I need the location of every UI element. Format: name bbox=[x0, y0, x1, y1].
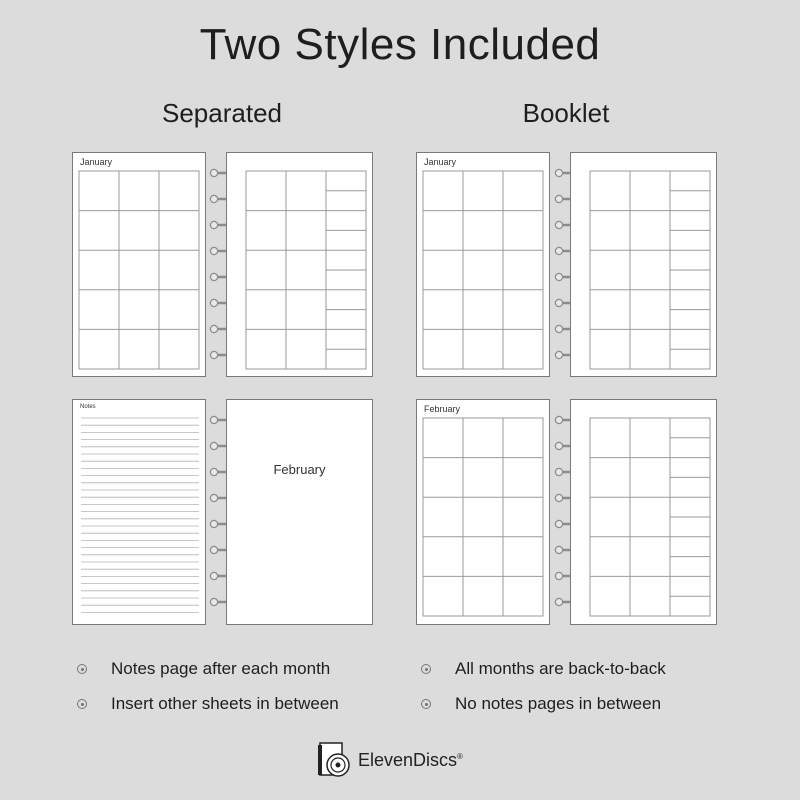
month-calendar-grid bbox=[417, 153, 551, 378]
ring-left bbox=[210, 273, 217, 280]
grid-border bbox=[79, 171, 199, 369]
booklet-february-right-page bbox=[570, 399, 717, 625]
bullet-text: Notes page after each month bbox=[111, 659, 331, 678]
separated-february-cover-page bbox=[226, 399, 373, 625]
ring-left bbox=[555, 195, 562, 202]
ring-left bbox=[555, 221, 562, 228]
ring-left bbox=[555, 169, 562, 176]
ring-left bbox=[555, 325, 562, 332]
ring-left bbox=[555, 299, 562, 306]
ring-left bbox=[555, 598, 562, 605]
booklet-january-right-page bbox=[570, 152, 717, 377]
ring-left bbox=[555, 273, 562, 280]
separated-january-right-page bbox=[226, 152, 373, 377]
disc-binder-logo-icon bbox=[318, 742, 352, 778]
page-month-label: January bbox=[80, 157, 113, 167]
february-title: February bbox=[273, 462, 326, 477]
month-calendar-grid-with-notes bbox=[571, 153, 718, 378]
month-calendar-grid-with-notes bbox=[227, 153, 374, 378]
registered-mark: ® bbox=[457, 751, 463, 761]
booklet-bullet-1 bbox=[421, 659, 666, 679]
ring-left bbox=[210, 572, 217, 579]
separated-january-left-page bbox=[72, 152, 206, 377]
ring-left bbox=[555, 494, 562, 501]
separated-bullet-2 bbox=[77, 694, 339, 714]
ring-left bbox=[555, 468, 562, 475]
ring-left bbox=[555, 546, 562, 553]
ring-left bbox=[210, 598, 217, 605]
separated-bullet-1 bbox=[77, 659, 330, 679]
ring-left bbox=[210, 195, 217, 202]
eleven-discs-logo bbox=[318, 742, 463, 778]
ring-left bbox=[210, 169, 217, 176]
booklet-february-left-page bbox=[416, 399, 550, 625]
month-calendar-grid bbox=[417, 400, 551, 626]
separated-heading: Separated bbox=[162, 98, 282, 128]
ring-left bbox=[210, 416, 217, 423]
ring-left bbox=[210, 247, 217, 254]
logo-text-secondary: Discs bbox=[413, 749, 458, 770]
bullet-text: Insert other sheets in between bbox=[111, 694, 339, 713]
ring-left bbox=[210, 494, 217, 501]
ring-left bbox=[210, 299, 217, 306]
month-calendar-grid bbox=[73, 153, 207, 378]
ring-left bbox=[210, 546, 217, 553]
ring-left bbox=[555, 416, 562, 423]
grid-border bbox=[423, 418, 543, 616]
bullet-text: All months are back-to-back bbox=[455, 659, 666, 678]
ring-left bbox=[555, 442, 562, 449]
ring-left bbox=[210, 520, 217, 527]
page-month-label: February bbox=[424, 404, 461, 414]
ring-left bbox=[210, 468, 217, 475]
notes-ruled-lines bbox=[73, 400, 207, 626]
ring-left bbox=[555, 351, 562, 358]
booklet-january-left-page bbox=[416, 152, 550, 377]
separated-notes-page bbox=[72, 399, 206, 625]
bullet-text: No notes pages in between bbox=[455, 694, 662, 713]
ring-left bbox=[555, 520, 562, 527]
grid-border bbox=[423, 171, 543, 369]
circle-bullet-icon bbox=[77, 664, 87, 674]
booklet-heading: Booklet bbox=[522, 98, 610, 128]
ring-left bbox=[210, 221, 217, 228]
logo-text-main: Eleven bbox=[358, 749, 414, 770]
ring-left bbox=[210, 351, 217, 358]
booklet-bullet-2 bbox=[421, 694, 661, 714]
ring-left bbox=[555, 572, 562, 579]
page-title: Two Styles Included bbox=[199, 20, 601, 69]
ring-left bbox=[210, 325, 217, 332]
circle-bullet-icon bbox=[77, 699, 87, 709]
circle-bullet-icon bbox=[421, 699, 431, 709]
circle-bullet-icon bbox=[421, 664, 431, 674]
ring-left bbox=[210, 442, 217, 449]
logo-wordmark bbox=[358, 750, 463, 771]
page-month-label: January bbox=[424, 157, 457, 167]
ring-left bbox=[555, 247, 562, 254]
month-calendar-grid-with-notes bbox=[571, 400, 718, 626]
notes-label: Notes bbox=[80, 404, 96, 410]
